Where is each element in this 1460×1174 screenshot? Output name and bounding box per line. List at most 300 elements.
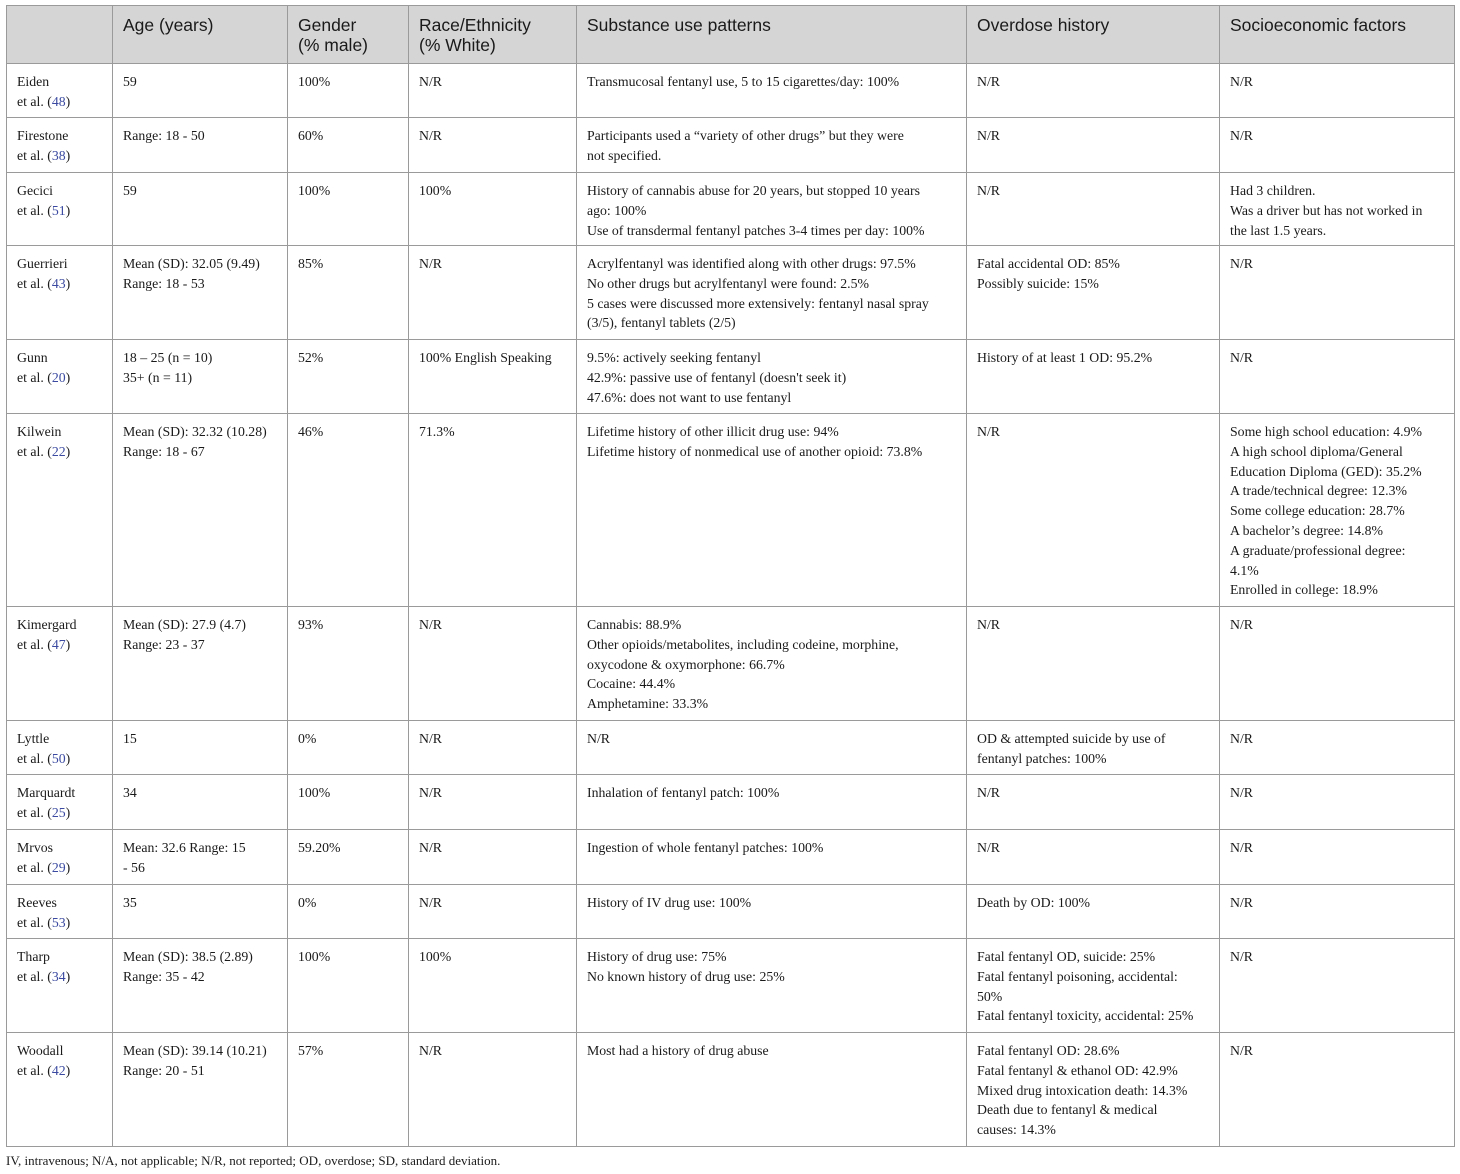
cell-text: N/R xyxy=(977,840,1000,855)
data-cell xyxy=(288,414,409,607)
column-header-text: (% White) xyxy=(419,35,496,55)
cell-text: A bachelor’s degree: 14.8% xyxy=(1230,522,1383,538)
cell-text: 42.9%: passive use of fentanyl (doesn't seek it) xyxy=(587,369,847,385)
reference-link[interactable]: 20 xyxy=(51,369,66,385)
et-al-text: et al. ( xyxy=(17,750,52,766)
table-row xyxy=(7,939,1455,1033)
cell-text: causes: 14.3% xyxy=(977,1122,1056,1138)
cell-text: N/R xyxy=(1230,895,1253,910)
study-cell xyxy=(7,340,113,414)
cell-text: oxycodone & oxymorphone: 66.7% xyxy=(587,656,785,672)
cell-text: Education Diploma (GED): 35.2% xyxy=(1230,463,1422,479)
data-cell xyxy=(288,64,409,118)
column-header xyxy=(409,6,577,64)
cell-text: History of cannabis abuse for 20 years, but stopped 10 years xyxy=(587,183,920,198)
table-row xyxy=(7,607,1455,721)
et-al-text: et al. ( xyxy=(17,804,52,820)
reference-link[interactable]: 29 xyxy=(51,859,66,875)
cell-text: Other opioids/metabolites, including codeine, morphine, xyxy=(587,636,899,652)
column-header-text: Gender xyxy=(298,15,357,35)
data-cell xyxy=(577,414,967,607)
reference-link[interactable]: 22 xyxy=(51,443,66,459)
study-citation xyxy=(17,442,102,462)
cell-text: 85% xyxy=(298,256,324,271)
cell-text: N/R xyxy=(1230,256,1253,271)
data-cell xyxy=(967,246,1220,340)
data-cell xyxy=(409,885,577,939)
data-cell xyxy=(1220,414,1455,607)
column-header-text: (% male) xyxy=(298,35,369,55)
data-cell xyxy=(288,775,409,830)
data-cell xyxy=(577,340,967,414)
data-cell xyxy=(967,340,1220,414)
cell-text: Mean: 32.6 Range: 15 xyxy=(123,840,246,855)
citation-close: ) xyxy=(65,968,71,984)
cell-text: A high school diploma/General xyxy=(1230,443,1403,459)
cell-text: 100% xyxy=(298,183,331,198)
et-al-text: et al. ( xyxy=(17,859,52,875)
cell-text: 100% English Speaking xyxy=(419,350,552,365)
data-cell xyxy=(577,118,967,173)
study-cell xyxy=(7,721,113,775)
cell-text: N/R xyxy=(1230,840,1253,855)
cell-text: N/R xyxy=(1230,1043,1253,1058)
cell-text: N/R xyxy=(1230,350,1253,365)
data-cell xyxy=(113,939,288,1033)
et-al-text: et al. ( xyxy=(17,968,52,984)
study-citation xyxy=(17,967,102,987)
study-author: Kilwein xyxy=(17,424,62,439)
cell-text: 0% xyxy=(298,895,317,910)
cell-text: Fatal accidental OD: 85% xyxy=(977,256,1120,271)
data-cell xyxy=(409,118,577,173)
cell-text: Participants used a “variety of other drugs” but they were xyxy=(587,128,904,143)
cell-text: Fatal fentanyl & ethanol OD: 42.9% xyxy=(977,1062,1178,1078)
data-cell xyxy=(1220,173,1455,246)
data-cell xyxy=(967,885,1220,939)
data-cell xyxy=(409,414,577,607)
et-al-text: et al. ( xyxy=(17,636,52,652)
column-header-text: Age (years) xyxy=(123,15,214,35)
et-al-text: et al. ( xyxy=(17,369,52,385)
cell-text: N/R xyxy=(419,785,442,800)
cell-text: N/R xyxy=(1230,785,1253,800)
cell-text: No other drugs but acrylfentanyl were found: 2.5% xyxy=(587,275,869,291)
column-header xyxy=(577,6,967,64)
data-cell xyxy=(409,607,577,721)
cell-text: Mean (SD): 32.05 (9.49) xyxy=(123,256,260,271)
column-header xyxy=(288,6,409,64)
et-al-text: et al. ( xyxy=(17,1062,52,1078)
study-citation xyxy=(17,858,102,878)
data-cell xyxy=(967,939,1220,1033)
citation-close: ) xyxy=(65,859,71,875)
reference-link[interactable]: 25 xyxy=(51,804,66,820)
study-cell xyxy=(7,64,113,118)
reference-link[interactable]: 47 xyxy=(51,636,66,652)
citation-close: ) xyxy=(65,443,71,459)
table-row xyxy=(7,246,1455,340)
cell-text: N/R xyxy=(419,840,442,855)
reference-link[interactable]: 34 xyxy=(51,968,66,984)
study-citation xyxy=(17,201,102,221)
cell-text: Range: 18 - 50 xyxy=(123,128,205,143)
study-cell xyxy=(7,246,113,340)
column-header-text: Race/Ethnicity xyxy=(419,15,531,35)
cell-text: Fatal fentanyl toxicity, accidental: 25% xyxy=(977,1008,1194,1024)
cell-text: 100% xyxy=(298,785,331,800)
data-cell xyxy=(577,775,967,830)
data-cell xyxy=(113,64,288,118)
reference-link[interactable]: 38 xyxy=(51,147,66,163)
cell-text: the last 1.5 years. xyxy=(1230,222,1327,238)
column-header xyxy=(967,6,1220,64)
cell-text: not specified. xyxy=(587,147,662,163)
data-cell xyxy=(577,246,967,340)
data-cell xyxy=(288,830,409,885)
cell-text: 100% xyxy=(298,74,331,89)
reference-link[interactable]: 48 xyxy=(51,93,66,109)
cell-text: No known history of drug use: 25% xyxy=(587,968,785,984)
study-author: Reeves xyxy=(17,895,57,910)
data-cell xyxy=(967,721,1220,775)
data-cell xyxy=(113,775,288,830)
cell-text: Death due to fentanyl & medical xyxy=(977,1102,1158,1118)
cell-text: Lifetime history of nonmedical use of another opioid: 73.8% xyxy=(587,443,923,459)
cell-text: Enrolled in college: 18.9% xyxy=(1230,582,1378,598)
column-header-text: Substance use patterns xyxy=(587,15,771,35)
citation-close: ) xyxy=(65,1062,71,1078)
data-cell xyxy=(288,939,409,1033)
table-body xyxy=(7,64,1455,1147)
study-author: Mrvos xyxy=(17,840,54,855)
citation-close: ) xyxy=(65,202,71,218)
data-cell xyxy=(577,607,967,721)
table-row xyxy=(7,414,1455,607)
citation-close: ) xyxy=(65,93,71,109)
cell-text: Inhalation of fentanyl patch: 100% xyxy=(587,785,780,800)
cell-text: Amphetamine: 33.3% xyxy=(587,696,709,712)
cell-text: N/R xyxy=(977,424,1000,439)
table-row xyxy=(7,64,1455,118)
data-cell xyxy=(288,173,409,246)
et-al-text: et al. ( xyxy=(17,93,52,109)
data-cell xyxy=(577,64,967,118)
column-header-text: Socioeconomic factors xyxy=(1230,15,1407,35)
study-cell xyxy=(7,173,113,246)
study-citation xyxy=(17,635,102,655)
study-citation xyxy=(17,146,102,166)
table-footnote: IV, intravenous; N/A, not applicable; N/R, not reported; OD, overdose; SD, standard deviation. xyxy=(6,1153,501,1168)
cell-text: Fatal fentanyl poisoning, accidental: xyxy=(977,968,1178,984)
cell-text: N/R xyxy=(587,731,610,746)
cell-text: 46% xyxy=(298,424,324,439)
cell-text: N/R xyxy=(419,895,442,910)
study-citation xyxy=(17,913,102,933)
cell-text: Range: 18 - 67 xyxy=(123,443,205,459)
cell-text: Mean (SD): 32.32 (10.28) xyxy=(123,424,267,439)
cell-text: 15 xyxy=(123,731,137,746)
cell-text: N/R xyxy=(1230,731,1253,746)
study-author: Guerrieri xyxy=(17,256,68,271)
study-citation xyxy=(17,368,102,388)
data-cell xyxy=(113,885,288,939)
data-cell xyxy=(113,830,288,885)
cell-text: Acrylfentanyl was identified along with other drugs: 97.5% xyxy=(587,256,916,271)
cell-text: 100% xyxy=(419,949,452,964)
et-al-text: et al. ( xyxy=(17,147,52,163)
cell-text: N/R xyxy=(977,128,1000,143)
data-cell xyxy=(967,64,1220,118)
cell-text: 59 xyxy=(123,183,137,198)
table-row xyxy=(7,118,1455,173)
cell-text: Had 3 children. xyxy=(1230,183,1316,198)
table-row xyxy=(7,775,1455,830)
data-cell xyxy=(288,1033,409,1147)
cell-text: 71.3% xyxy=(419,424,455,439)
cell-text: 9.5%: actively seeking fentanyl xyxy=(587,350,761,365)
cell-text: N/R xyxy=(1230,617,1253,632)
study-cell xyxy=(7,939,113,1033)
data-cell xyxy=(1220,64,1455,118)
et-al-text: et al. ( xyxy=(17,914,52,930)
study-author: Marquardt xyxy=(17,785,76,800)
cell-text: 57% xyxy=(298,1043,324,1058)
data-cell xyxy=(967,607,1220,721)
cell-text: Transmucosal fentanyl use, 5 to 15 cigarettes/day: 100% xyxy=(587,74,900,89)
cell-text: Cocaine: 44.4% xyxy=(587,676,676,692)
data-cell xyxy=(409,173,577,246)
study-author: Gecici xyxy=(17,183,54,198)
cell-text: N/R xyxy=(419,256,442,271)
cell-text: OD & attempted suicide by use of xyxy=(977,731,1166,746)
cell-text: N/R xyxy=(419,731,442,746)
cell-text: 35 xyxy=(123,895,137,910)
cell-text: Possibly suicide: 15% xyxy=(977,275,1099,291)
reference-link[interactable]: 43 xyxy=(51,275,66,291)
data-cell xyxy=(409,939,577,1033)
cell-text: 0% xyxy=(298,731,317,746)
study-citation xyxy=(17,274,102,294)
cell-text: 47.6%: does not want to use fentanyl xyxy=(587,389,792,405)
data-cell xyxy=(967,118,1220,173)
et-al-text: et al. ( xyxy=(17,202,52,218)
data-cell xyxy=(577,721,967,775)
cell-text: Lifetime history of other illicit drug use: 94% xyxy=(587,424,839,439)
study-cell xyxy=(7,775,113,830)
study-citation xyxy=(17,749,102,769)
cell-text: N/R xyxy=(977,785,1000,800)
table-row xyxy=(7,885,1455,939)
study-citation xyxy=(17,1061,102,1081)
cell-text: 59.20% xyxy=(298,840,341,855)
cell-text: Some college education: 28.7% xyxy=(1230,503,1405,519)
data-cell xyxy=(1220,775,1455,830)
cell-text: Range: 18 - 53 xyxy=(123,275,205,291)
reference-link[interactable]: 53 xyxy=(51,914,66,930)
data-cell xyxy=(1220,939,1455,1033)
cell-text: N/R xyxy=(419,617,442,632)
data-cell xyxy=(288,607,409,721)
data-cell xyxy=(1220,607,1455,721)
citation-close: ) xyxy=(65,275,71,291)
study-author: Firestone xyxy=(17,128,69,143)
cell-text: N/R xyxy=(419,74,442,89)
cell-text: N/R xyxy=(1230,74,1253,89)
data-cell xyxy=(409,721,577,775)
data-cell xyxy=(409,246,577,340)
study-citation xyxy=(17,92,102,112)
citation-close: ) xyxy=(65,804,71,820)
cell-text: N/R xyxy=(419,128,442,143)
data-cell xyxy=(409,830,577,885)
citation-close: ) xyxy=(65,147,71,163)
data-cell xyxy=(288,340,409,414)
study-author: Tharp xyxy=(17,949,50,964)
data-cell xyxy=(1220,721,1455,775)
reference-link[interactable]: 42 xyxy=(51,1062,66,1078)
cell-text: 60% xyxy=(298,128,324,143)
table-row xyxy=(7,340,1455,414)
data-cell xyxy=(577,885,967,939)
study-author: Kimergard xyxy=(17,617,77,632)
cell-text: 93% xyxy=(298,617,324,632)
data-cell xyxy=(967,173,1220,246)
cell-text: N/R xyxy=(977,183,1000,198)
data-cell xyxy=(113,173,288,246)
study-citation xyxy=(17,803,102,823)
data-cell xyxy=(113,340,288,414)
cell-text: History of IV drug use: 100% xyxy=(587,895,752,910)
study-author: Lyttle xyxy=(17,731,50,746)
data-cell xyxy=(409,775,577,830)
data-cell xyxy=(1220,885,1455,939)
cell-text: N/R xyxy=(419,1043,442,1058)
cell-text: 59 xyxy=(123,74,137,89)
data-cell xyxy=(409,340,577,414)
column-header-text: Overdose history xyxy=(977,15,1110,35)
cell-text: A graduate/professional degree: xyxy=(1230,542,1406,558)
table-row xyxy=(7,830,1455,885)
data-cell xyxy=(409,64,577,118)
et-al-text: et al. ( xyxy=(17,443,52,459)
column-header xyxy=(7,6,113,64)
data-cell xyxy=(113,1033,288,1147)
cell-text: Cannabis: 88.9% xyxy=(587,617,682,632)
data-cell xyxy=(113,414,288,607)
cell-text: Death by OD: 100% xyxy=(977,895,1091,910)
cell-text: 50% xyxy=(977,988,1003,1004)
cell-text: N/R xyxy=(1230,128,1253,143)
cell-text: Fatal fentanyl OD, suicide: 25% xyxy=(977,949,1156,964)
cell-text: Range: 20 - 51 xyxy=(123,1062,205,1078)
data-cell xyxy=(288,721,409,775)
data-cell xyxy=(967,414,1220,607)
data-cell xyxy=(409,1033,577,1147)
study-cell xyxy=(7,1033,113,1147)
reference-link[interactable]: 51 xyxy=(51,202,66,218)
cell-text: ago: 100% xyxy=(587,202,647,218)
data-cell xyxy=(577,939,967,1033)
cell-text: Range: 35 - 42 xyxy=(123,968,205,984)
cell-text: 5 cases were discussed more extensively: fentanyl nasal spray xyxy=(587,295,929,311)
table-container xyxy=(6,5,1454,1147)
cell-text: Mean (SD): 38.5 (2.89) xyxy=(123,949,253,964)
data-cell xyxy=(1220,246,1455,340)
cell-text: fentanyl patches: 100% xyxy=(977,750,1107,766)
cell-text: N/R xyxy=(977,617,1000,632)
data-cell xyxy=(113,246,288,340)
study-cell xyxy=(7,118,113,173)
study-cell xyxy=(7,414,113,607)
data-cell xyxy=(288,118,409,173)
data-cell xyxy=(967,1033,1220,1147)
data-cell xyxy=(967,775,1220,830)
cell-text: Use of transdermal fentanyl patches 3-4 times per day: 100% xyxy=(587,222,925,238)
cell-text: (3/5), fentanyl tablets (2/5) xyxy=(587,315,736,331)
citation-close: ) xyxy=(65,914,71,930)
cell-text: 35+ (n = 11) xyxy=(123,369,193,385)
citation-close: ) xyxy=(65,636,71,652)
data-cell xyxy=(288,246,409,340)
cell-text: 52% xyxy=(298,350,324,365)
table-header xyxy=(7,6,1455,64)
cell-text: Mean (SD): 39.14 (10.21) xyxy=(123,1043,267,1058)
citation-close: ) xyxy=(65,369,71,385)
study-author: Woodall xyxy=(17,1043,64,1058)
cell-text: Mean (SD): 27.9 (4.7) xyxy=(123,617,246,632)
cell-text: A trade/technical degree: 12.3% xyxy=(1230,483,1407,499)
study-author: Gunn xyxy=(17,350,48,365)
cell-text: History of drug use: 75% xyxy=(587,949,727,964)
cell-text: Ingestion of whole fentanyl patches: 100% xyxy=(587,840,824,855)
cell-text: Most had a history of drug abuse xyxy=(587,1043,769,1058)
cell-text: 100% xyxy=(419,183,452,198)
data-cell xyxy=(967,830,1220,885)
cell-text: Was a driver but has not worked in xyxy=(1230,202,1423,218)
data-cell xyxy=(577,1033,967,1147)
cell-text: 18 – 25 (n = 10) xyxy=(123,350,213,365)
cell-text: N/R xyxy=(977,74,1000,89)
table-row xyxy=(7,173,1455,246)
cell-text: N/R xyxy=(1230,949,1253,964)
study-cell xyxy=(7,885,113,939)
table-row xyxy=(7,721,1455,775)
data-cell xyxy=(288,885,409,939)
column-header xyxy=(113,6,288,64)
data-cell xyxy=(577,830,967,885)
table-row xyxy=(7,1033,1455,1147)
cell-text: - 56 xyxy=(123,859,145,875)
citation-close: ) xyxy=(65,750,71,766)
data-cell xyxy=(113,118,288,173)
data-cell xyxy=(1220,830,1455,885)
data-cell xyxy=(1220,340,1455,414)
study-author: Eiden xyxy=(17,74,50,89)
header-row xyxy=(7,6,1455,64)
column-header xyxy=(1220,6,1455,64)
cell-text: Some high school education: 4.9% xyxy=(1230,424,1422,439)
cell-text: History of at least 1 OD: 95.2% xyxy=(977,350,1153,365)
cell-text: 4.1% xyxy=(1230,562,1259,578)
data-cell xyxy=(1220,1033,1455,1147)
cell-text: Fatal fentanyl OD: 28.6% xyxy=(977,1043,1120,1058)
reference-link[interactable]: 50 xyxy=(51,750,66,766)
data-cell xyxy=(1220,118,1455,173)
et-al-text: et al. ( xyxy=(17,275,52,291)
cell-text: Range: 23 - 37 xyxy=(123,636,205,652)
cell-text: Mixed drug intoxication death: 14.3% xyxy=(977,1082,1188,1098)
